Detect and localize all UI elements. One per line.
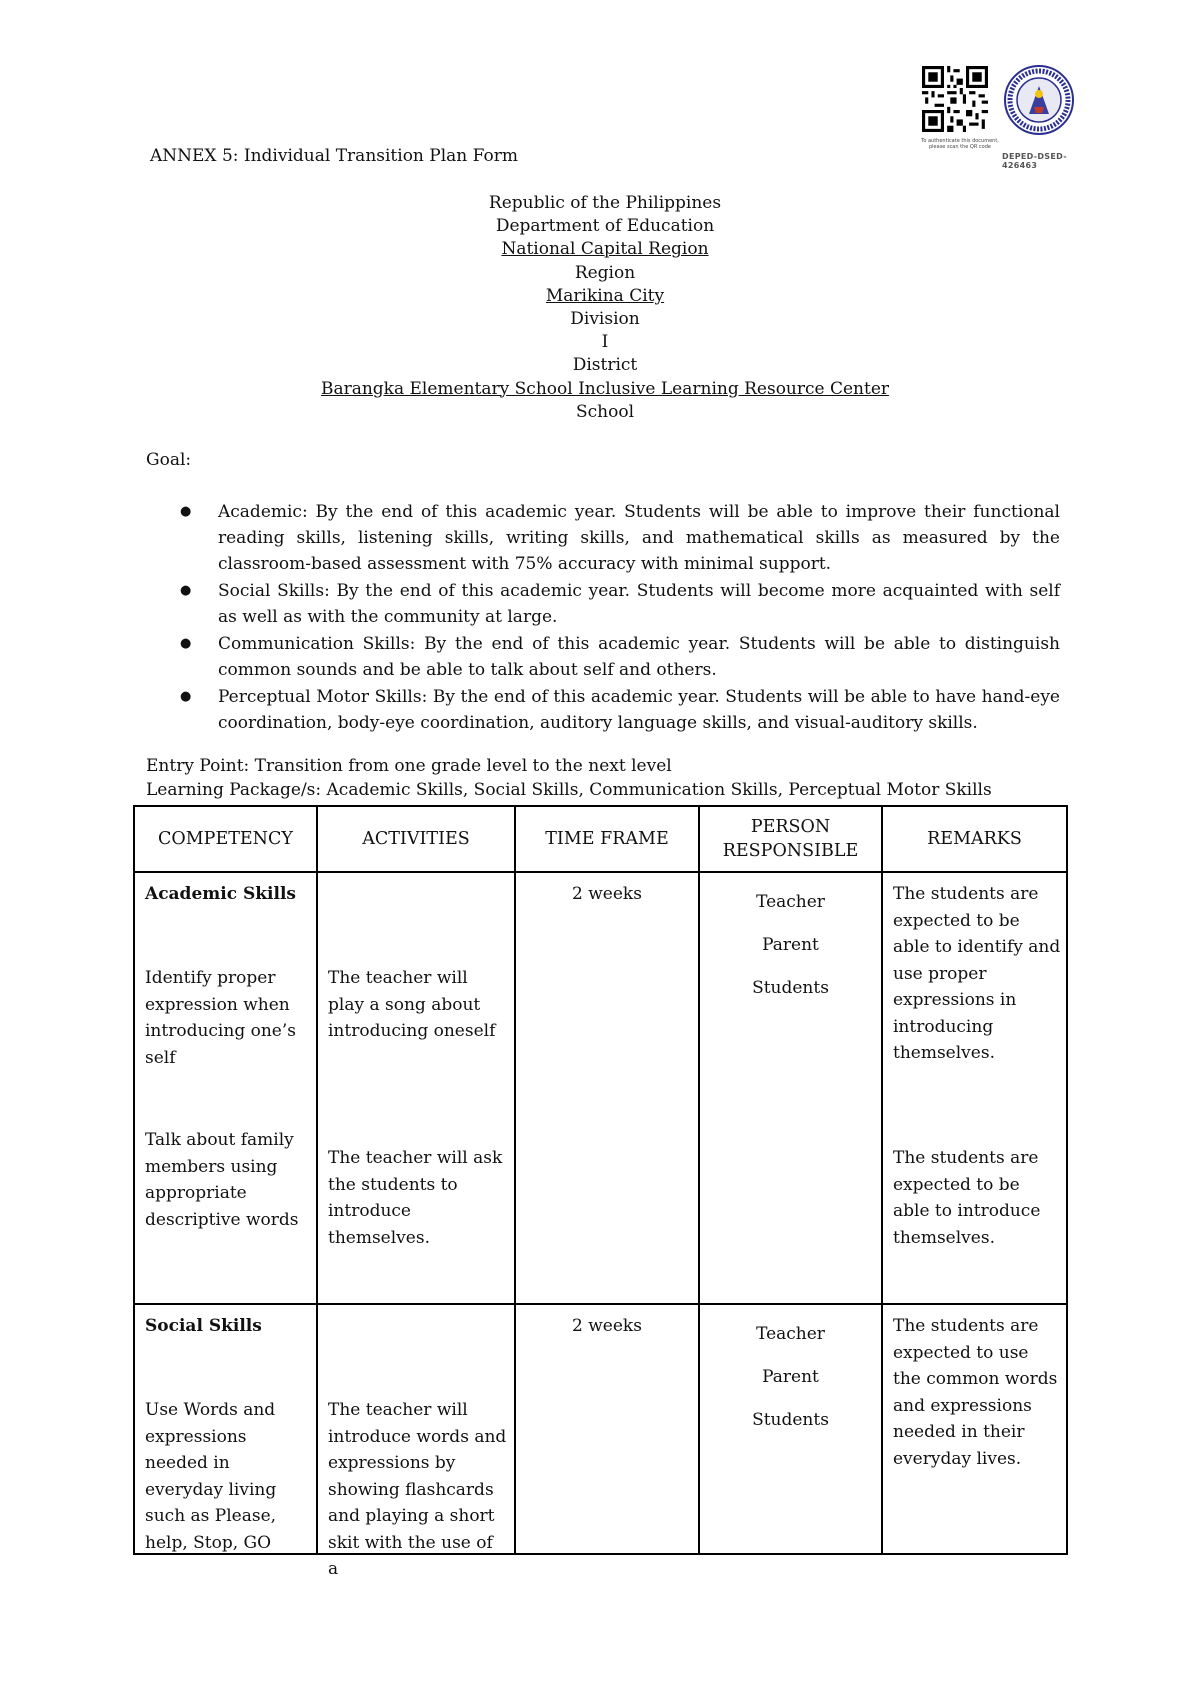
competency-text: Use Words and expressions needed in everyday living such as Please, help, Stop, GO xyxy=(145,1400,277,1553)
district-value: I xyxy=(601,332,609,353)
competency-text: Talk about family members using appropriate descriptive words xyxy=(145,1130,299,1230)
school-header xyxy=(300,192,910,424)
region-label: Region xyxy=(574,262,636,283)
goal-item: ● Social Skills: By the end of this academic year. Students will become more acquainted with self as well as with the community at large. xyxy=(180,578,1060,630)
activity-text: The teacher will ask the students to introduce themselves. xyxy=(328,1148,503,1248)
division-label: Division xyxy=(570,309,640,330)
remark-text: The students are expected to be able to identify and use proper expressions in introducing themselves. xyxy=(893,884,1061,1063)
district-label: District xyxy=(572,355,638,376)
time-frame-value: 2 weeks xyxy=(572,1316,642,1336)
header-person-responsible: PERSON RESPONSIBLE xyxy=(699,806,882,872)
person-item: Parent xyxy=(762,935,819,955)
header-time-frame: TIME FRAME xyxy=(515,806,699,872)
person-responsible-cell xyxy=(699,1304,882,1554)
deped-seal-icon xyxy=(1004,64,1074,136)
remark-text: The students are expected to be able to introduce themselves. xyxy=(893,1148,1041,1248)
table-row xyxy=(134,1304,1067,1554)
entry-point: Entry Point: Transition from one grade level to the next level xyxy=(146,756,672,776)
table-header-row xyxy=(134,806,1067,872)
person-item: Parent xyxy=(762,1367,819,1387)
activity-text: The teacher will play a song about introducing oneself xyxy=(328,968,496,1041)
authentication-corner xyxy=(920,64,1100,170)
bullet-icon: ● xyxy=(180,583,192,598)
qr-caption: To authenticate this document, please scan the QR code xyxy=(921,138,999,150)
activity-text: The teacher will introduce words and expressions by showing flashcards and playing a short skit with the use of a xyxy=(328,1400,507,1579)
table-row xyxy=(134,872,1067,1304)
person-list xyxy=(700,1313,881,1442)
person-list xyxy=(700,881,881,1010)
goal-label: Goal: xyxy=(146,450,192,470)
header-activities: ACTIVITIES xyxy=(317,806,515,872)
header-competency: COMPETENCY xyxy=(134,806,317,872)
annex-title: ANNEX 5: Individual Transition Plan Form xyxy=(150,146,518,166)
goal-list xyxy=(180,499,1060,737)
competency-text: Identify proper expression when introducing one’s self xyxy=(145,968,296,1068)
section-title: Social Skills xyxy=(145,1316,262,1336)
competency-cell xyxy=(134,872,317,1304)
goal-item: ● Perceptual Motor Skills: By the end of this academic year. Students will be able to have hand-eye coordination, body-eye coordination, auditory language skills, and visual-auditory skills. xyxy=(180,684,1060,736)
qr-code-icon xyxy=(922,66,988,132)
person-item: Teacher xyxy=(756,892,825,912)
header-remarks: REMARKS xyxy=(882,806,1067,872)
school-label: School xyxy=(575,401,635,422)
country-line: Republic of the Philippines xyxy=(488,193,722,213)
school-value: Barangka Elementary School Inclusive Learning Resource Center xyxy=(320,378,890,399)
goal-item: ● Academic: By the end of this academic year. Students will be able to improve their functional reading skills, listening skills, writing skills, and mathematical skills as measured by the classroom-based assessment with 75% accuracy with minimal support. xyxy=(180,499,1060,577)
bullet-icon: ● xyxy=(180,689,192,704)
goal-item: ● Communication Skills: By the end of this academic year. Students will be able to distinguish common sounds and be able to talk about self and others. xyxy=(180,631,1060,683)
department-line: Department of Education xyxy=(495,216,715,237)
time-frame-cell xyxy=(515,872,699,1304)
bullet-icon: ● xyxy=(180,636,192,651)
region-value: National Capital Region xyxy=(501,239,709,260)
learning-packages: Learning Package/s: Academic Skills, Social Skills, Communication Skills, Perceptual Motor Skills xyxy=(146,780,992,800)
remark-text: The students are expected to use the common words and expressions needed in their everyday lives. xyxy=(893,1316,1058,1469)
activities-cell xyxy=(317,872,515,1304)
section-title: Academic Skills xyxy=(145,884,296,904)
entry-block xyxy=(146,754,992,802)
competency-cell xyxy=(134,1304,317,1554)
time-frame-cell xyxy=(515,1304,699,1554)
remarks-cell xyxy=(882,872,1067,1304)
person-item: Students xyxy=(752,1410,829,1430)
person-item: Teacher xyxy=(756,1324,825,1344)
bullet-icon: ● xyxy=(180,504,192,519)
person-responsible-cell xyxy=(699,872,882,1304)
person-item: Students xyxy=(752,978,829,998)
time-frame-value: 2 weeks xyxy=(572,884,642,904)
remarks-cell xyxy=(882,1304,1067,1554)
document-code: DEPED-DSED-426463 xyxy=(1002,152,1067,170)
division-value: Marikina City xyxy=(545,285,665,306)
transition-plan-table xyxy=(133,805,1068,1579)
activities-cell xyxy=(317,1304,515,1579)
